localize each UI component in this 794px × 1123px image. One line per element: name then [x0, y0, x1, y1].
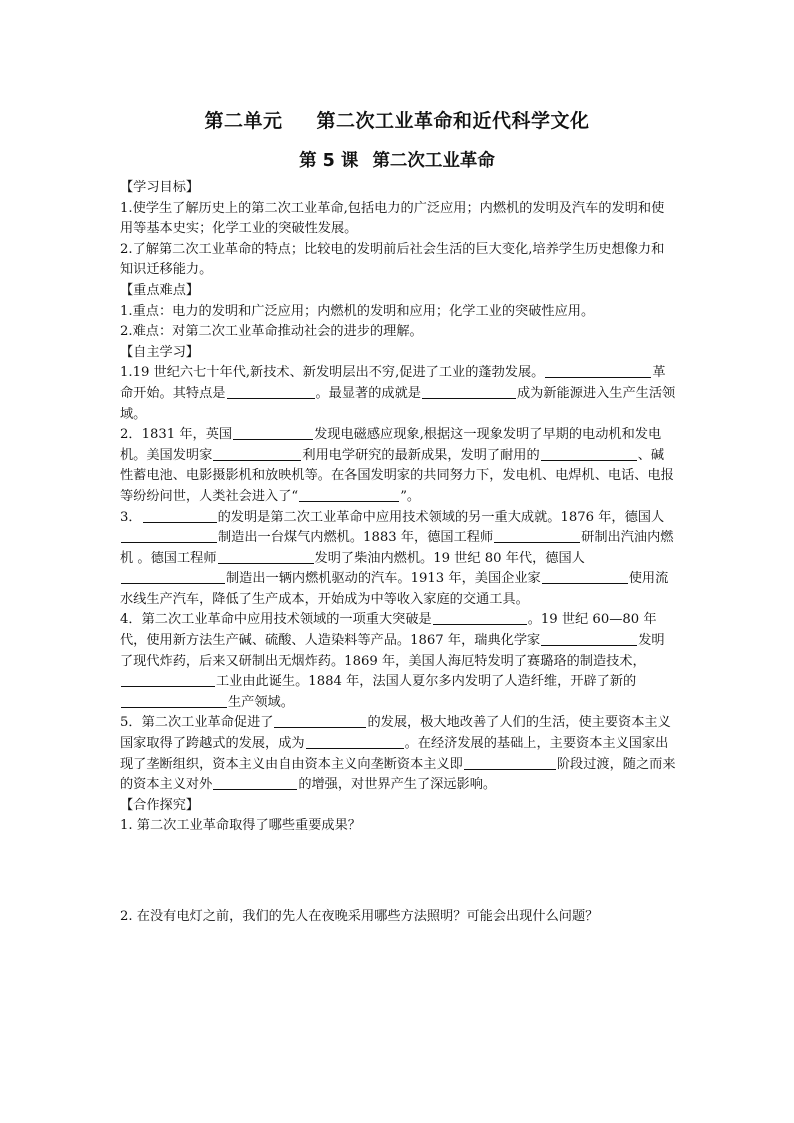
goal-item-2: 2.了解第二次工业革命的特点；比较电的发明前后社会生活的巨大变化,培养学生历史想像力和知识迁移能力。	[120, 241, 665, 278]
goals-header: 【学习目标】	[120, 180, 200, 195]
question-text: 5．第二次工业革命促进了	[120, 715, 274, 731]
self-study-question-4	[120, 610, 676, 713]
answer-blank[interactable]	[422, 384, 516, 399]
answer-blank[interactable]	[545, 363, 651, 378]
answer-blank[interactable]	[542, 569, 628, 584]
question-text: 3．	[120, 509, 142, 525]
question-text: 阶段过渡，随之而来的资本主义对外	[120, 756, 676, 793]
question-text: 的发明是第二次工业革命中应用技术领域的另一重大成就。1876 年，德国人	[217, 509, 665, 525]
cooperation-header: 【合作探究】	[120, 797, 200, 813]
question-text: 革命开始。其特点是	[120, 365, 666, 401]
lesson-name: 第二次工业革命	[372, 151, 495, 171]
lesson-title	[0, 147, 794, 172]
question-text: 使用流水线生产汽车，降低了生产成本，开始成为中等收入家庭的交通工具。	[120, 571, 669, 607]
answer-blank[interactable]	[541, 446, 637, 461]
answer-blank[interactable]	[306, 734, 404, 749]
question-text: 发明了柴油内燃机。19 世纪 80 年代，德国人	[314, 550, 585, 566]
unit-name: 第二次工业革命和近代科学文化	[316, 110, 590, 132]
unit-label: 第二单元	[204, 110, 283, 132]
answer-blank[interactable]	[121, 528, 217, 543]
answer-blank[interactable]	[121, 672, 215, 687]
key-item-1: 1.重点：电力的发明和广泛应用；内燃机的发明和应用；化学工业的突破性应用。	[120, 303, 595, 319]
answer-space[interactable]	[120, 837, 676, 907]
question-text: 研制出汽油内燃机 。德国工程师	[120, 530, 674, 566]
question-text: 1.19 世纪六七十年代,新技术、新发明层出不穷,促进了工业的蓬勃发展。	[120, 365, 545, 381]
question-text: 制造出一辆内燃机驱动的汽车。1913 年，美国企业家	[226, 571, 541, 587]
self-study-header: 【自主学习】	[120, 344, 200, 360]
answer-blank[interactable]	[213, 775, 297, 790]
answer-blank[interactable]	[233, 425, 313, 440]
unit-title	[0, 106, 794, 133]
answer-blank[interactable]	[227, 384, 315, 399]
question-text: 的增强，对世界产生了深远影响。	[298, 777, 497, 793]
question-text: 4．第二次工业革命中应用技术领域的一项重大突破是	[120, 612, 432, 628]
key-item-2: 2.难点：对第二次工业革命推动社会的进步的理解。	[120, 324, 423, 340]
answer-blank[interactable]	[299, 487, 399, 502]
answer-blank[interactable]	[218, 549, 314, 564]
keys-header: 【重点难点】	[120, 282, 200, 298]
answer-blank[interactable]	[121, 693, 227, 708]
question-text: 工业由此诞生。1884 年，法国人夏尔多内发明了人造纤维，开辟了新的	[216, 674, 637, 690]
question-text: 。最显著的成就是	[315, 385, 421, 401]
answer-blank[interactable]	[433, 610, 527, 625]
cooperation-question-2: 2. 在没有电灯之前，我们的先人在夜晚采用哪些方法照明？可能会出现什么问题？	[120, 909, 599, 924]
question-text: 。在经济发展的基础上，主要资本主义国家出现了垄断组织，资本主义由自由资本主义向垄断资本主义即	[120, 736, 669, 772]
self-study-question-1	[120, 363, 676, 425]
answer-blank[interactable]	[274, 713, 366, 728]
question-text: 生产领域。	[228, 694, 294, 710]
answer-blank[interactable]	[213, 446, 301, 461]
answer-blank[interactable]	[464, 755, 556, 770]
question-text: 、碱性蓄电池、电影摄影机和放映机等。在各国发明家的共同努力下，发电机、电焊机、电话、电报等纷纷问世，人类社会进入了“	[120, 447, 674, 504]
answer-blank[interactable]	[494, 528, 580, 543]
answer-blank[interactable]	[121, 569, 225, 584]
cooperation-question-1: 1. 第二次工业革命取得了哪些重要成果？	[120, 818, 361, 834]
question-text: 利用电学研究的最新成果，发明了耐用的	[302, 447, 540, 463]
lesson-label: 第 5 课	[299, 151, 359, 171]
self-study-question-3	[120, 508, 676, 611]
question-text: ”。	[400, 488, 421, 504]
question-text: 制造出一台煤气内燃机。1883 年，德国工程师	[218, 530, 494, 546]
question-text: 。19 世纪 60—80 年代，使用新方法生产碱、硫酸、人造染料等产品。1867 年，瑞典化学家	[120, 612, 657, 649]
question-text: 的发展，极大地改善了人们的生活，使主要资本主义国家取得了跨越式的发展，成为	[120, 715, 671, 752]
question-text: 发明了现代炸药，后来又研制出无烟炸药。1869 年，美国人海厄特发明了赛璐珞的制造技术，	[120, 633, 665, 669]
document-body	[120, 178, 676, 928]
goal-item-1: 1.使学生了解历史上的第二次工业革命,包括电力的广泛应用；内燃机的发明及汽车的发明和使用等基本史实；化学工业的突破性发展。	[120, 200, 665, 237]
question-text: 成为新能源进入生产生活领域。	[120, 385, 676, 422]
question-text: 2．1831 年，英国	[120, 427, 233, 443]
answer-blank[interactable]	[541, 631, 637, 646]
self-study-question-5	[120, 713, 676, 795]
self-study-question-2	[120, 425, 676, 507]
answer-blank[interactable]	[143, 508, 217, 523]
question-text: 发现电磁感应现象,根据这一现象发明了早期的电动机和发电机。美国发明家	[120, 427, 662, 463]
